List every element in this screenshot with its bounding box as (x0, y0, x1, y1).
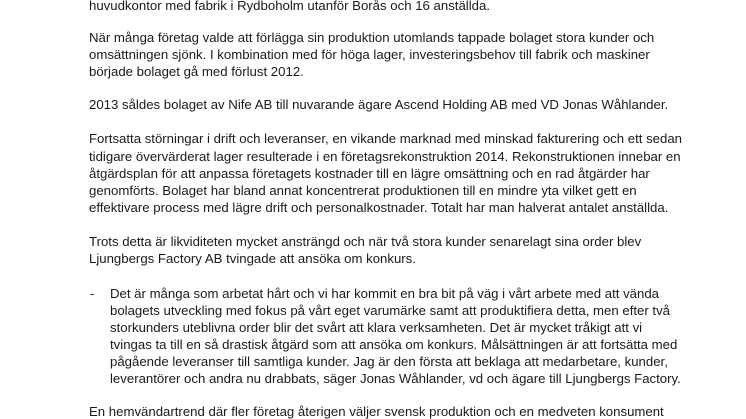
paragraph-line: Ljungbergs Factory AB tvingade att ansöka om konkurs. (89, 251, 416, 266)
paragraph-line: började bolaget gå med förlust 2012. (89, 64, 304, 79)
paragraph-line: omsättningen sjönk. I kombination med för höga lager, investeringsbehov till fabrik och maskiner (89, 47, 650, 62)
quote-line: leverantörer och andra nu drabbats, säger Jonas Wåhlander, vd och ägare till Ljungbergs Factory. (110, 371, 681, 386)
quote-line: storkunders uteblivna order blir det svårt att klara verksamheten. Det är mycket tråkigt att vi (110, 320, 643, 335)
paragraph-line: tidigare övervärderat lager resulterade i en företagsrekonstruktion 2014. Rekonstruktionen innebar en (89, 149, 681, 164)
paragraph-line: En hemvändartrend där fler företag återigen väljer svensk produktion och en medveten konsument (89, 404, 664, 419)
paragraph-line: huvudkontor med fabrik i Rydboholm utanför Borås och 16 anställda. (89, 0, 490, 13)
quote-line: tvingas ta till en så drastisk åtgärd som att ansöka om konkurs. Målsättningen är att fortsätta med (110, 337, 678, 352)
paragraph-line: åtgärdsplan för att anpassa företagets kostnader till en lägre omsättning och en rad åtgärder har (89, 166, 650, 181)
paragraph-line: genomförts. Bolaget har bland annat koncentrerat produktionen till en mindre yta vilket gett en (89, 183, 637, 198)
paragraph-line: effektivare process med lägre drift och personalkostnader. Totalt har man halverat antalet anställda. (89, 200, 669, 215)
quote-dash: - (90, 286, 95, 301)
paragraph-line: 2013 såldes bolaget av Nife AB till nuvarande ägare Ascend Holding AB med VD Jonas Wåhlander. (89, 97, 669, 112)
quote-line: Det är många som arbetat hårt och vi har kommit en bra bit på väg i vårt arbete med att vända (110, 286, 660, 301)
paragraph-line: Trots detta är likviditeten mycket ansträngd och när två stora kunder senarelagt sina order blev (89, 234, 642, 249)
quote-line: pågående leveranser till samtliga kunder. Jag är den första att beklaga att medarbetare, kunder, (110, 354, 668, 369)
paragraph-line: Fortsatta störningar i drift och leveranser, en vikande marknad med minskad fakturering och ett sedan (89, 131, 683, 146)
quote-line: bolagets utveckling med fokus på vårt eget varumärke samt att produktifiera detta, men efter två (110, 303, 671, 318)
paragraph-line: När många företag valde att förlägga sin produktion utomlands tappade bolaget stora kunder och (89, 30, 655, 45)
